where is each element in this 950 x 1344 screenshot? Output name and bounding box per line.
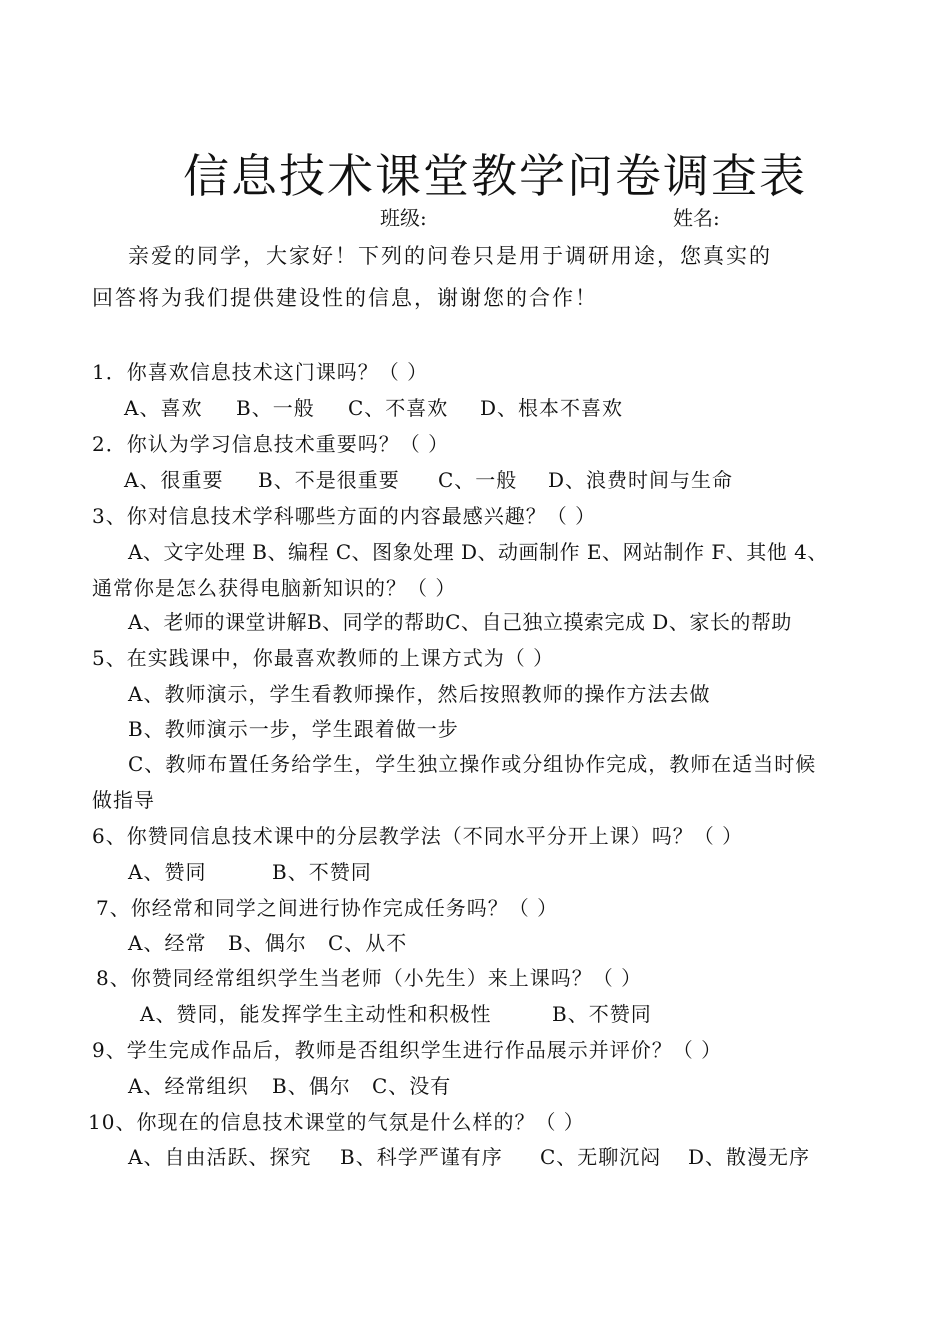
q5-option-a: A、教师演示，学生看教师操作，然后按照教师的操作方法去做 [128,682,711,706]
class-label: 班级: [380,206,427,230]
question-7: 7、你经常和同学之间进行协作完成任务吗？（ ） [96,896,559,920]
q5-option-c-continued: 做指导 [92,788,155,812]
q10-option-d: D、散漫无序 [688,1145,811,1169]
q3-options: A、文字处理 B、编程 C、图象处理 D、动画制作 E、网站制作 F、其他 4、 [128,540,828,564]
intro-line-2: 回答将为我们提供建设性的信息，谢谢您的合作！ [92,286,598,310]
q7-option-a: A、经常 [128,931,207,955]
page-title: 信息技术课堂教学问卷调查表 [183,149,807,203]
question-4: 通常你是怎么获得电脑新知识的？（ ） [92,576,457,600]
q2-option-b: B、不是很重要 [258,468,400,492]
q2-option-c: C、一般 [438,468,518,492]
question-9: 9、学生完成作品后，教师是否组织学生进行作品展示并评价？（ ） [92,1038,723,1062]
q9-option-a: A、经常组织 [128,1074,249,1098]
q1-option-c: C、不喜欢 [348,396,449,420]
name-label: 姓名: [673,206,720,230]
question-1: 1．你喜欢信息技术这门课吗？（ ） [92,360,429,384]
q6-option-a: A、赞同 [128,860,207,884]
question-2: 2．你认为学习信息技术重要吗？（ ） [92,432,450,456]
q8-option-a: A、赞同，能发挥学生主动性和积极性 [140,1002,492,1026]
q1-option-a: A、喜欢 [124,396,203,420]
q5-option-b: B、教师演示一步，学生跟着做一步 [128,717,459,741]
q6-option-b: B、不赞同 [272,860,372,884]
q2-option-a: A、很重要 [124,468,224,492]
q5-option-c: C、教师布置任务给学生，学生独立操作或分组协作完成，教师在适当时候 [128,752,817,776]
question-3: 3、你对信息技术学科哪些方面的内容最感兴趣？（ ） [92,504,597,528]
question-6: 6、你赞同信息技术课中的分层教学法（不同水平分开上课）吗？（ ） [92,824,744,848]
q10-option-b: B、科学严谨有序 [340,1145,503,1169]
q10-option-c: C、无聊沉闷 [540,1145,662,1169]
question-8: 8、你赞同经常组织学生当老师（小先生）来上课吗？（ ） [96,966,643,990]
q2-option-d: D、浪费时间与生命 [548,468,734,492]
q9-option-b: B、偶尔 [272,1074,351,1098]
q8-option-b: B、不赞同 [552,1002,652,1026]
q7-option-b: B、偶尔 [228,931,307,955]
q1-option-b: B、一般 [236,396,315,420]
question-5: 5、在实践课中，你最喜欢教师的上课方式为（ ） [92,646,555,670]
q7-option-c: C、从不 [328,931,408,955]
question-10: 10、你现在的信息技术课堂的气氛是什么样的？（ ） [88,1110,585,1134]
q4-options: A、老师的课堂讲解B、同学的帮助C、自己独立摸索完成 D、家长的帮助 [128,610,792,634]
q10-option-a: A、自由活跃、探究 [128,1145,312,1169]
q1-option-d: D、根本不喜欢 [480,396,624,420]
intro-line-1: 亲爱的同学，大家好！下列的问卷只是用于调研用途，您真实的 [128,244,772,268]
q9-option-c: C、没有 [372,1074,452,1098]
